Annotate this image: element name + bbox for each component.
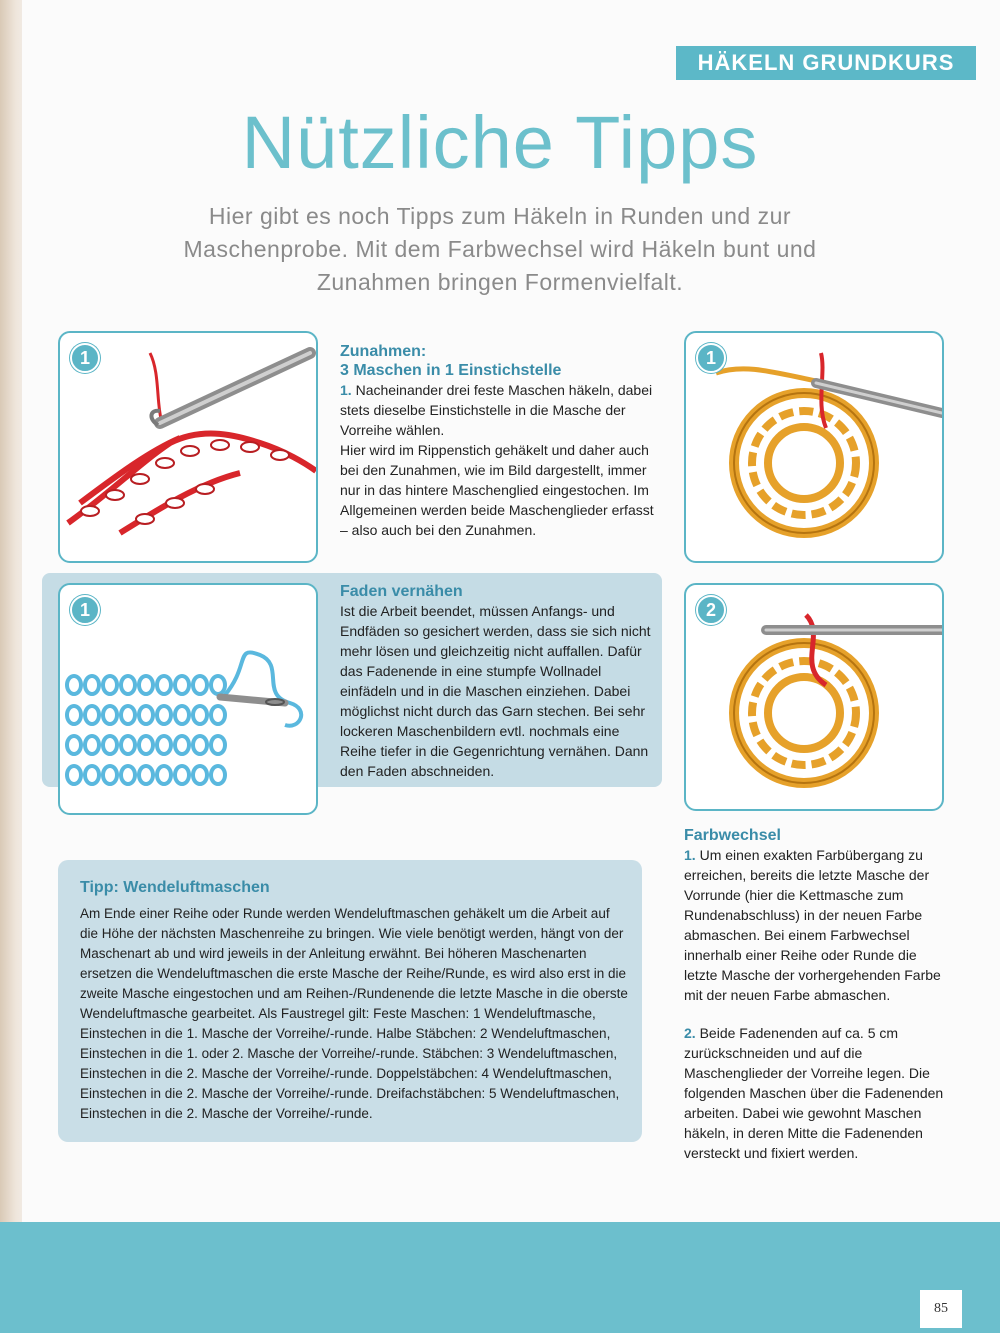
step-number-badge: 1: [70, 595, 100, 625]
tip-text: Am Ende einer Reihe oder Runde werden Wendeluftmaschen gehäkelt um die Arbeit auf die Höhe der nächsten Maschenreihe zu bringen. Wie viele benötigt werden, hängt von der Maschenart ab und wird jeweils in der Anleitung erwähnt. Bei höheren Maschenarten ersetzen die Wendeluftmaschen die erste Masche der Reihe/Runde, es wird also erst in die zweite Masche eingestochen und am Reihen-/Rundenende die letzte Masche in die oberste Wendeluftmasche gearbeitet. Als Faustregel gilt: Feste Maschen: 1 Wendeluftmasche, Einstechen in die 1. Masche der Vorreihe/-runde. Halbe Stäbchen: 2 Wendeluftmaschen, Einstechen in die 1. oder 2. Masche der Vorreihe/-runde. Stäbchen: 3 Wendeluftmaschen, Einstechen in die 2. Masche der Vorreihe/-runde. Doppelstäbchen: 4 Wendeluftmaschen, Einstechen in die 2. Masche der Vorreihe/-runde. Dreifachstäbchen: 5 Wendeluftmaschen, Einstechen in die 2. Masche der Vorreihe/-runde.: [80, 906, 628, 1121]
section-badge: HÄKELN GRUNDKURS: [676, 46, 976, 80]
farbwechsel-heading: Farbwechsel: [684, 827, 781, 844]
farbwechsel-illustration-1: [684, 331, 944, 563]
step-number-badge: 1: [70, 343, 100, 373]
step-number-badge: 2: [696, 595, 726, 625]
farbwechsel-text: [684, 826, 948, 1163]
crochet-increase-image: [60, 333, 316, 561]
zunahmen-illustration: [58, 331, 318, 563]
footer-bar: [0, 1222, 1000, 1333]
color-change-ring-image-2: [686, 585, 942, 809]
weaving-in-ends-image: [60, 585, 316, 813]
zunahmen-subheading: 3 Maschen in 1 Einstichstelle: [340, 362, 562, 379]
zunahmen-heading: Zunahmen:: [340, 343, 427, 360]
faden-paragraph: Ist die Arbeit beendet, müssen Anfangs- und Endfäden so gesichert werden, dass sie sich nicht mehr lösen und gleichzeitig nicht auffallen. Dafür das Fadenende in eine stumpfe Wollnadel einfädeln und in die Maschen einziehen. Dabei möglichst nicht durch das Garn stechen. Bei sehr lockeren Maschenbildern evtl. nochmals eine Reihe tiefer in die Gegenrichtung vernähen. Dann den Faden abschneiden.: [340, 603, 651, 779]
page-number: 85: [920, 1290, 962, 1328]
farbwechsel-illustration-2: [684, 583, 944, 811]
lead-text: Hier gibt es noch Tipps zum Häkeln in Runden und zur Maschenprobe. Mit dem Farbwechsel wird Häkeln bunt und Zunahmen bringen Formenvielfalt.: [183, 203, 817, 295]
step-number: 1.: [340, 382, 352, 398]
zunahmen-text: [340, 342, 658, 540]
color-change-ring-image-1: [686, 333, 942, 561]
zunahmen-paragraph: Hier wird im Rippenstich gehäkelt und daher auch bei den Zunahmen, wie im Bild dargestellt, immer nur in das hintere Maschenglied eingestochen. Im Allgemeinen werden beide Maschenglieder erfasst – also auch bei den Zunahmen.: [340, 442, 654, 538]
step-text: Um einen exakten Farbübergang zu erreichen, bereits die letzte Masche der Vorrunde (hier die Kettmasche zum Rundenabschluss) in der neuen Farbe abmaschen. Bei einem Farbwechsel innerhalb einer Reihe oder Runde die letzte Masche der vorhergehenden Farbe mit der neuen Farbe abmaschen.: [684, 847, 941, 1003]
step-number-badge: 1: [696, 343, 726, 373]
tip-box: [58, 860, 642, 1142]
page-title: Nützliche Tipps: [241, 101, 759, 184]
step-text: Beide Fadenenden auf ca. 5 cm zurückschneiden und auf die Maschenglieder der Vorreihe legen. Die folgenden Maschen über die Fadenenden arbeiten. Dabei wie gewohnt Maschen häkeln, in deren Mitte die Fadenenden versteckt und fixiert werden.: [684, 1025, 944, 1161]
step-number: 1.: [684, 847, 696, 863]
tip-heading: Tipp: Wendeluftmaschen: [80, 879, 270, 896]
step-text: Nacheinander drei feste Maschen häkeln, dabei stets dieselbe Einstichstelle in die Masche der Vorreihe wählen.: [340, 382, 653, 438]
faden-illustration: [58, 583, 318, 815]
faden-text: [340, 582, 658, 781]
faden-heading: Faden vernähen: [340, 583, 463, 600]
step-number: 2.: [684, 1025, 696, 1041]
